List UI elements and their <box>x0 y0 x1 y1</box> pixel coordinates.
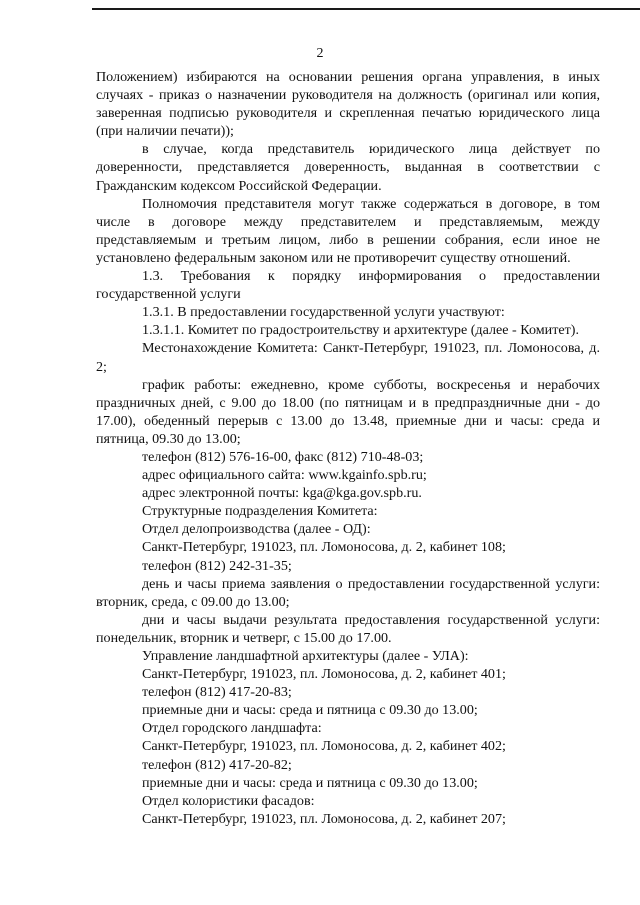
paragraph: Санкт-Петербург, 191023, пл. Ломоносова, д. 2, кабинет 402; <box>142 738 506 755</box>
paragraph: Отдел колористики фасадов: <box>142 792 315 809</box>
page-number: 2 <box>316 46 324 61</box>
paragraph: Санкт-Петербург, 191023, пл. Ломоносова, д. 2, кабинет 207; <box>142 810 506 827</box>
paragraph: приемные дни и часы: среда и пятница с 09.30 до 13.00; <box>142 702 478 719</box>
paragraph: адрес электронной почты: kga@kga.gov.spb.ru. <box>142 485 422 502</box>
document-body <box>96 68 600 828</box>
paragraph: адрес официального сайта: www.kgainfo.spb.ru; <box>142 467 427 484</box>
paragraph: 1.3.1. В предоставлении государственной услуги участвуют: <box>142 304 505 321</box>
paragraph: Отдел делопроизводства (далее - ОД): <box>142 521 371 538</box>
paragraph: Местонахождение Комитета: Санкт-Петербург, 191023, пл. Ломоносова, д. 2; <box>96 340 600 375</box>
paragraph: телефон (812) 417-20-82; <box>142 756 292 773</box>
paragraph: Положением) избираются на основании решения органа управления, в иных случаях - приказ о назначении руководителя на должность (оригинал или копия, заверенная подписью руководителя и скрепленная печатью юридического лица (при наличии печати)); <box>96 69 600 140</box>
top-border-line <box>92 8 640 10</box>
paragraph: дни и часы выдачи результата предоставления государственной услуги: понедельник, вторник и четверг, с 15.00 до 17.00. <box>96 611 600 646</box>
paragraph: телефон (812) 576-16-00, факс (812) 710-48-03; <box>142 448 424 465</box>
paragraph: Управление ландшафтной архитектуры (далее - УЛА): <box>142 648 469 664</box>
paragraph: Отдел городского ландшафта: <box>142 720 322 737</box>
paragraph: в случае, когда представитель юридического лица действует по доверенности, представляется доверенность, выданная в соответствии с Гражданским кодексом Российской Федерации. <box>96 141 600 194</box>
paragraph: Полномочия представителя могут также содержаться в договоре, в том числе в договоре между представителем и представляемым, между представляемым и третьим лицом, либо в решении собрания, если иное не установлено федеральным законом или не противоречит существу отношений. <box>96 195 600 266</box>
paragraph: 1.3. Требования к порядку информирования о предоставлении государственной услуги <box>96 268 600 303</box>
paragraph: приемные дни и часы: среда и пятница с 09.30 до 13.00; <box>142 774 478 791</box>
paragraph: Санкт-Петербург, 191023, пл. Ломоносова, д. 2, кабинет 401; <box>142 666 506 683</box>
paragraph: 1.3.1.1. Комитет по градостроительству и архитектуре (далее - Комитет). <box>142 322 579 339</box>
paragraph: день и часы приема заявления о предоставлении государственной услуги: вторник, среда, с 09.00 до 13.00; <box>96 575 600 610</box>
paragraph: телефон (812) 417-20-83; <box>142 684 292 701</box>
paragraph: телефон (812) 242-31-35; <box>142 557 292 574</box>
paragraph: Структурные подразделения Комитета: <box>142 503 378 520</box>
paragraph: график работы: ежедневно, кроме субботы, воскресенья и нерабочих праздничных дней, с 9.00 до 18.00 (по пятницам и в предпраздничные дни - до 17.00), обеденный перерыв с 13.00 до 13.48, приемные дни и часы: среда и пятница, 09.30 до 13.00; <box>96 376 600 447</box>
paragraph: Санкт-Петербург, 191023, пл. Ломоносова, д. 2, кабинет 108; <box>142 539 506 556</box>
